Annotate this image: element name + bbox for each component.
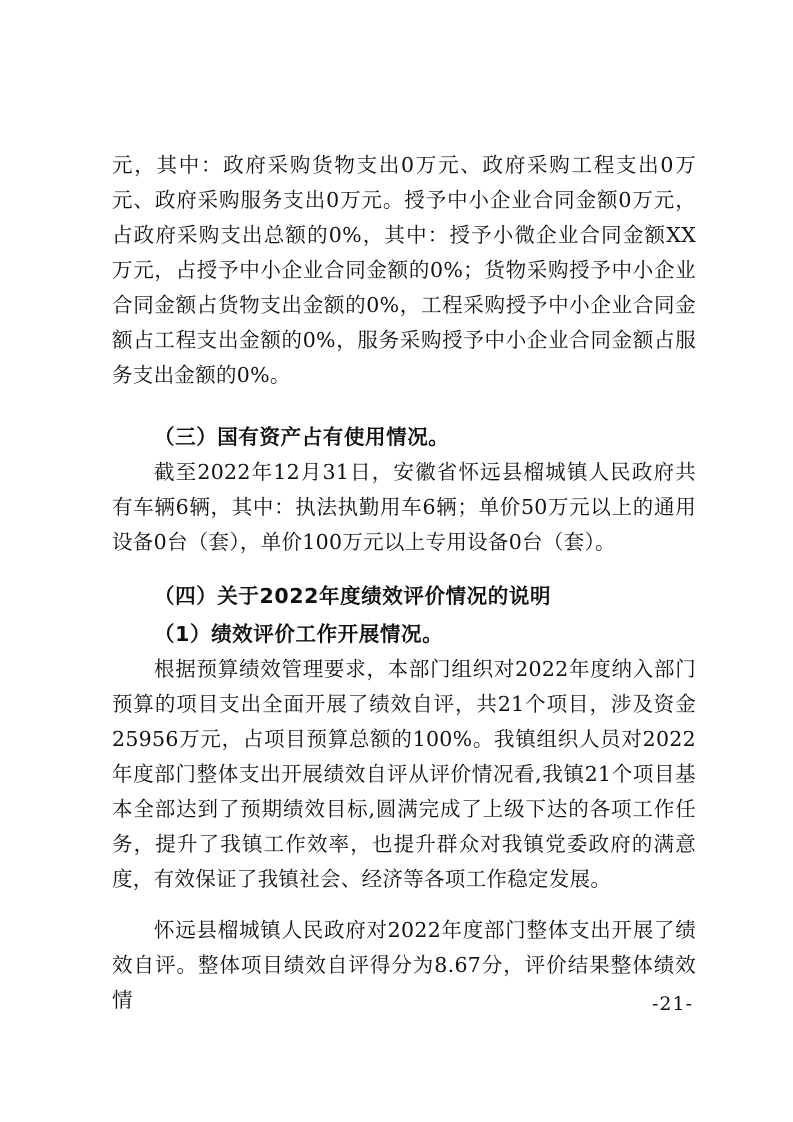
heading-evaluation-work: （1）绩效评价工作开展情况。: [154, 622, 444, 646]
paragraph-overall-evaluation: 怀远县榴城镇人民政府对2022年度部门整体支出开展了绩效自评。整体项目绩效自评得分为8.67分，评价结果整体绩效情: [112, 918, 696, 1012]
page-number: -21-: [651, 993, 693, 1015]
paragraph-government-procurement: 元，其中：政府采购货物支出0万元、政府采购工程支出0万元、政府采购服务支出0万元。授予中小企业合同金额0万元，占政府采购支出总额的0%，其中：授予小微企业合同金额XX 万元，占授予中小企业合同金额的0%；货物采购授予中小企业合同金额占货物支出金额的0%，工程采购授予中小企业合同金额占工程支出金额的0%，服务采购授予中小企业合同金额占服务支出金额的0%。: [112, 153, 696, 387]
paragraph-evaluation-work: 根据预算绩效管理要求，本部门组织对2022年度纳入部门预算的项目支出全面开展了绩效自评，共21个项目，涉及资金25956万元，占项目预算总额的100%。我镇组织人员对2022年度部门整体支出开展绩效自评从评价情况看,我镇21个项目基本全部达到了预期绩效目标,圆满完成了上级下达的各项工作任务，提升了我镇工作效率，也提升群众对我镇党委政府的满意度，有效保证了我镇社会、经济等各项工作稳定发展。: [112, 657, 696, 891]
paragraph-state-assets: 截至2022年12月31日，安徽省怀远县榴城镇人民政府共有车辆6辆，其中：执法执勤用车6辆；单价50万元以上的通用设备0台（套），单价100万元以上专用设备0台（套）。: [112, 460, 696, 554]
heading-performance-evaluation: （四）关于2022年度绩效评价情况的说明: [154, 584, 552, 608]
heading-state-assets: （三）国有资产占有使用情况。: [154, 425, 450, 449]
